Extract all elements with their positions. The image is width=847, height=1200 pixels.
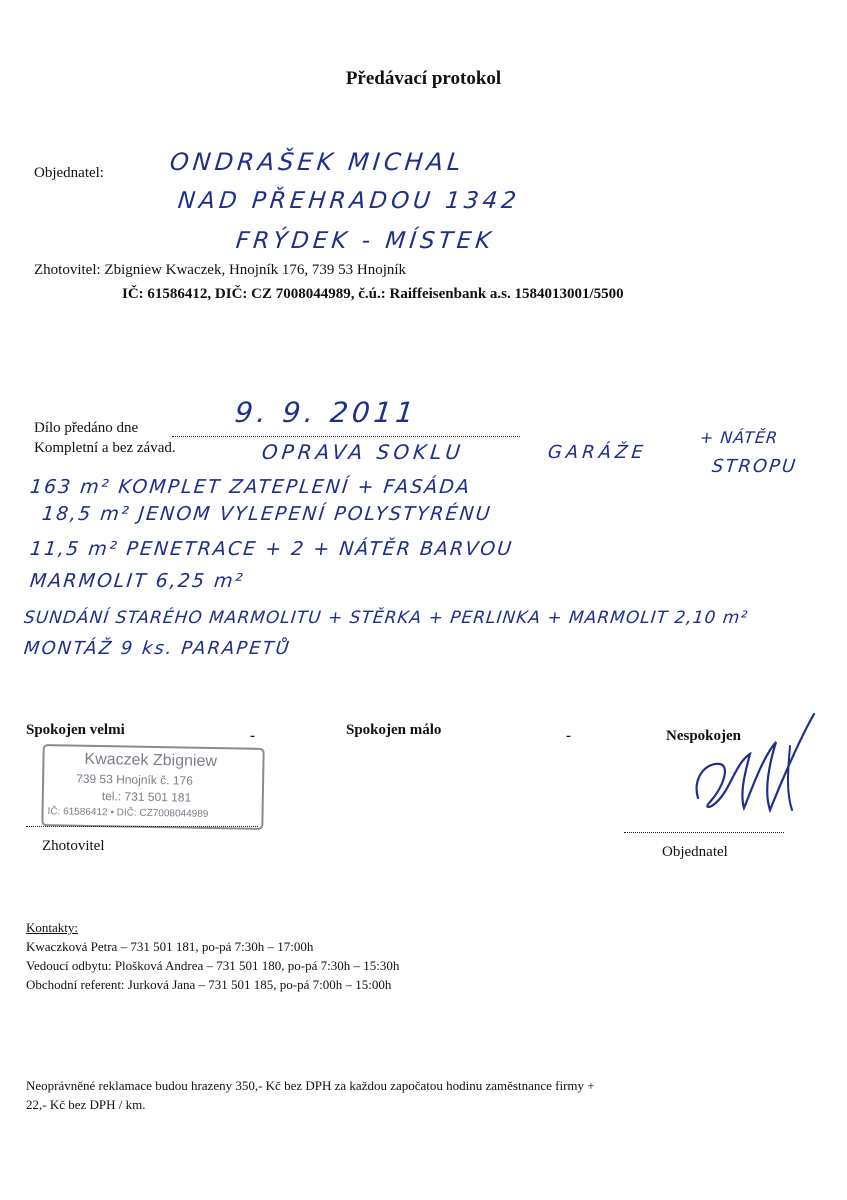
contact-line: Obchodní referent: Jurková Jana – 731 501 185, po-pá 7:00h – 15:00h <box>26 977 392 992</box>
dilo-label: Dílo předáno dne <box>34 420 139 436</box>
footer-note-line: 22,- Kč bez DPH / km. <box>26 1097 146 1112</box>
zhotovitel-sign-label: Zhotovitel <box>42 838 105 854</box>
satisfaction-none: Nespokojen <box>666 728 742 744</box>
work-item: MARMOLIT 6,25 m² <box>28 570 246 592</box>
work-item: MONTÁŽ 9 ks. PARAPETŮ <box>22 638 292 659</box>
objednatel-city: FRÝDEK - MÍSTEK <box>234 228 496 254</box>
satisfaction-low: Spokojen málo <box>346 722 442 738</box>
work-item: 11,5 m² PENETRACE + 2 + NÁTĚR BARVOU <box>28 538 515 560</box>
stamp-line: Kwaczek Zbigniew <box>84 750 218 771</box>
stamp-line: 739 53 Hnojník č. 176 <box>76 771 193 788</box>
work-item: + NÁTĚR <box>699 428 780 447</box>
kompletni-label: Kompletní a bez závad. <box>34 440 176 456</box>
objednatel-sign-line <box>624 832 784 833</box>
contact-line: Vedoucí odbytu: Plošková Andrea – 731 501 180, po-pá 7:30h – 15:30h <box>26 958 400 973</box>
company-stamp <box>41 744 264 830</box>
date-dotted-line <box>172 436 520 437</box>
satisfaction-dash: - <box>250 728 255 744</box>
objednatel-street: NAD PŘEHRADOU 1342 <box>176 188 522 214</box>
zhotovitel-ids: IČ: 61586412, DIČ: CZ 7008044989, č.ú.: Raiffeisenbank a.s. 1584013001/5500 <box>122 286 624 302</box>
zhotovitel-sign-line <box>26 826 258 827</box>
objednatel-name: ONDRAŠEK MICHAL <box>168 148 467 176</box>
page-title: Předávací protokol <box>345 68 502 89</box>
zhotovitel-info: Zhotovitel: Zbigniew Kwaczek, Hnojník 176, 739 53 Hnojník <box>34 262 407 278</box>
objednatel-label: Objednatel: <box>34 165 104 181</box>
work-item: OPRAVA SOKLU <box>260 440 466 464</box>
stamp-line: IČ: 61586412 • DIČ: CZ7008044989 <box>47 806 209 820</box>
work-item: SUNDÁNÍ STARÉHO MARMOLITU + STĚRKA + PERLINKA + MARMOLIT 2,10 m² <box>22 608 750 628</box>
satisfaction-high: Spokojen velmi <box>26 722 125 738</box>
work-item: 163 m² KOMPLET ZATEPLENÍ + FASÁDA <box>28 476 473 498</box>
satisfaction-dash: - <box>566 728 571 744</box>
work-item: STROPU <box>710 456 799 477</box>
stamp-line: tel.: 731 501 181 <box>101 789 192 805</box>
work-item: GARÁŽE <box>546 442 648 463</box>
contacts-heading: Kontakty: <box>26 920 78 935</box>
footer-note-line: Neoprávněné reklamace budou hrazeny 350,- Kč bez DPH za každou započatou hodinu zaměstnance firmy + <box>26 1078 595 1093</box>
work-item: 18,5 m² JENOM VYLEPENÍ POLYSTYRÉNU <box>40 503 493 525</box>
handover-date: 9. 9. 2011 <box>233 396 420 429</box>
contact-line: Kwaczková Petra – 731 501 181, po-pá 7:30h – 17:00h <box>26 939 314 954</box>
objednatel-sign-label: Objednatel <box>662 844 728 860</box>
customer-signature <box>640 706 840 832</box>
